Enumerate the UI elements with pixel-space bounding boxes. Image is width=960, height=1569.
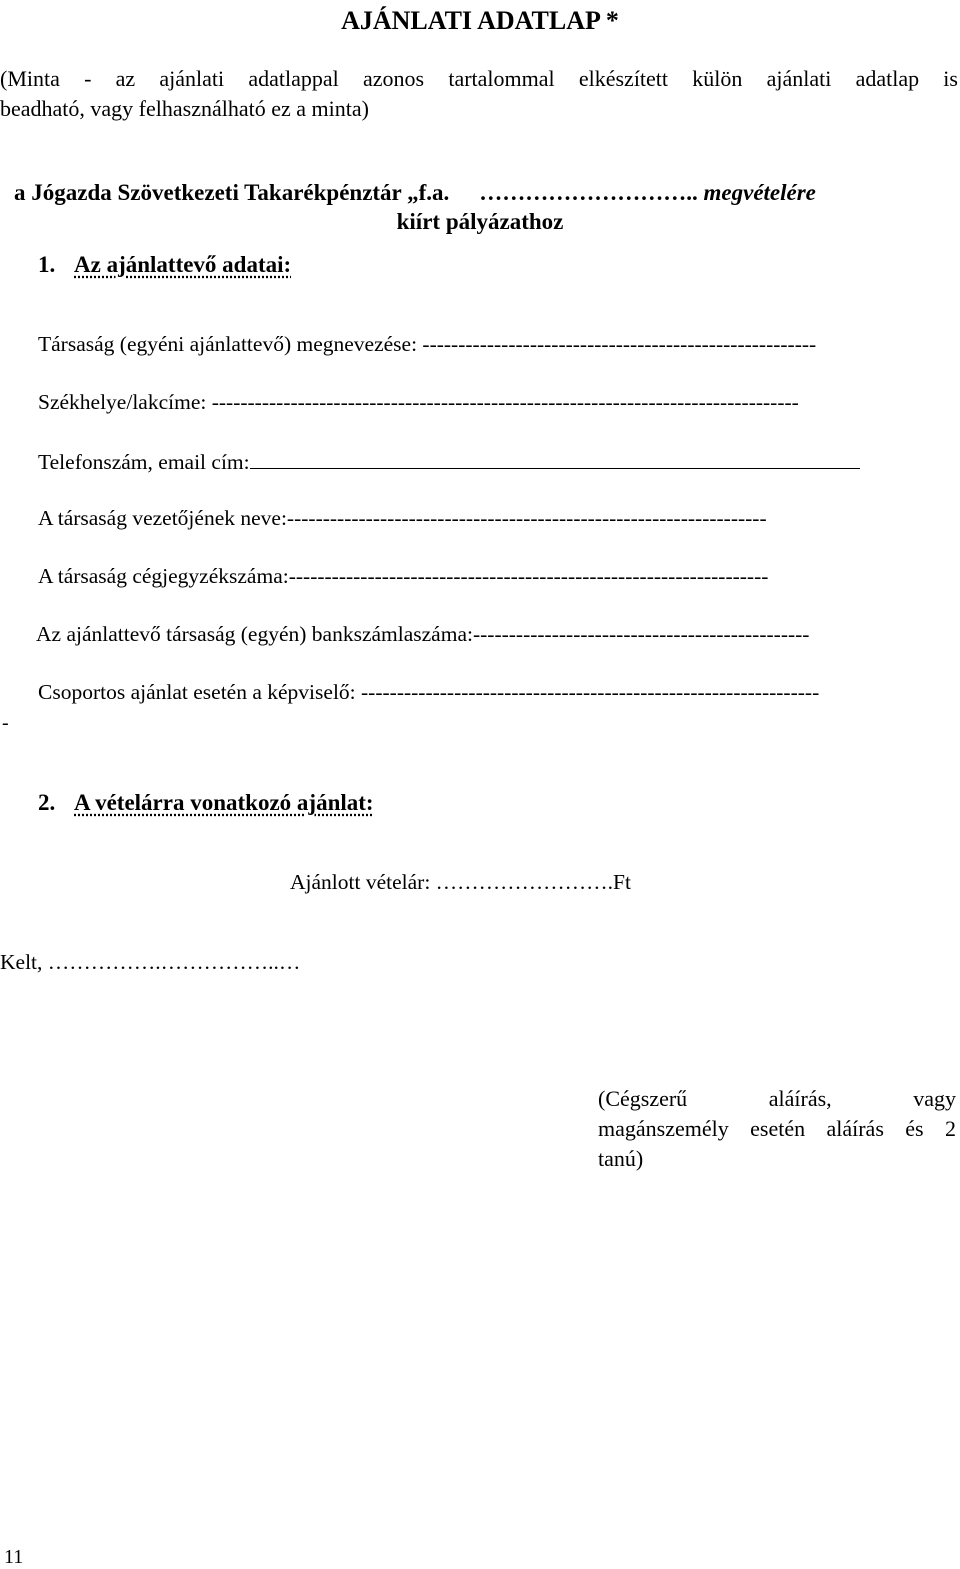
page-number: 11 xyxy=(4,1546,24,1568)
list-bullet-dash: - xyxy=(2,712,9,734)
field-phone-email xyxy=(38,448,860,475)
section-2-number: 2. xyxy=(38,790,56,815)
field-company-name: Társaság (egyéni ajánlattevő) megnevezése: ------------------------------------------------------- xyxy=(38,332,817,356)
section-2-title: A vételárra vonatkozó ajánlat: xyxy=(74,790,374,815)
field-manager-name: A társaság vezetőjének neve:------------------------------------------------------------------- xyxy=(38,506,767,530)
intro-line-2: beadható, vagy felhasználható ez a minta) xyxy=(0,96,369,121)
intro-note xyxy=(0,64,958,124)
form-title: AJÁNLATI ADATLAP * xyxy=(341,6,619,35)
subject-italic: megvételére xyxy=(703,180,816,205)
field-group-representative: Csoportos ajánlat esetén a képviselő: ---------------------------------------------------------------- xyxy=(38,680,820,704)
field-phone-email-line xyxy=(250,448,860,469)
field-phone-email-label: Telefonszám, email cím: xyxy=(38,450,250,474)
field-company-reg-number: A társaság cégjegyzékszáma:------------------------------------------------------------------- xyxy=(38,564,769,588)
signature-note-line-1: (Cégszerű aláírás, vagy xyxy=(598,1086,956,1111)
offered-price-line: Ajánlott vételár: …………………….Ft xyxy=(290,870,631,894)
signature-note-line-2: magánszemély esetén aláírás és 2 xyxy=(598,1116,956,1141)
section-1-number: 1. xyxy=(38,252,56,277)
field-address: Székhelye/lakcíme: ---------------------------------------------------------------------------------- xyxy=(38,390,799,414)
section-1-heading xyxy=(38,252,291,278)
subject-line-2: kiírt pályázathoz xyxy=(396,209,564,234)
field-bank-account: Az ajánlattevő társaság (egyén) bankszámlaszáma:----------------------------------------------- xyxy=(36,622,810,646)
subject-text: a Jógazda Szövetkezeti Takarékpénztár „f.a. xyxy=(14,180,450,205)
signature-note-line-3: tanú) xyxy=(598,1146,644,1171)
signature-note xyxy=(598,1084,956,1174)
section-1-title: Az ajánlattevő adatai: xyxy=(74,252,292,277)
subject-dots: ……………………….. xyxy=(479,180,698,205)
intro-line-1: (Minta - az ajánlati adatlappal azonos tartalommal elkészített külön ajánlati adatlap is xyxy=(0,66,958,91)
subject-line-1 xyxy=(14,180,940,206)
date-place-line: Kelt, …………….……………..… xyxy=(0,950,301,974)
section-2-heading xyxy=(38,790,374,816)
